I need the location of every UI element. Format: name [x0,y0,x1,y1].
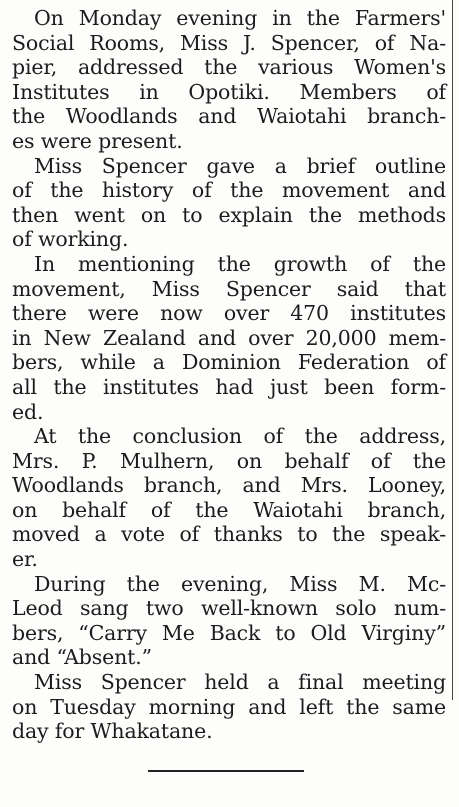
text-line: Woodlands branch, and Mrs. Looney, [12,473,446,498]
text-line: and “Absent.” [12,645,152,670]
paragraph-1 [0,6,452,154]
paragraph-4 [0,424,452,572]
text-line: of working. [12,227,129,252]
text-line: then went on to explain the methods [12,202,446,227]
text-line: es were present. [12,128,183,153]
paragraph-2 [0,154,452,252]
text-line: on behalf of the Waiotahi branch, [12,497,446,522]
text-line: er. [12,547,38,572]
text-line: in New Zealand and over 20,000 mem- [12,325,446,350]
text-line: day for Whakatane. [12,719,213,744]
text-line: moved a vote of thanks to the speak- [12,522,446,547]
text-line: In mentioning the growth of the [34,251,446,276]
text-line: on Tuesday morning and left the same [12,694,446,719]
paragraph-5 [0,572,452,670]
paragraph-6 [0,670,452,744]
text-line: During the evening, Miss M. Mc- [34,571,446,596]
text-line: Institutes in Opotiki. Members of [12,79,446,104]
text-line: the Woodlands and Waiotahi branch- [12,104,446,129]
text-line: ed. [12,399,44,424]
text-line: all the institutes had just been form- [12,374,446,399]
text-line: Miss Spencer held a final meeting [34,670,446,695]
text-line: bers, “Carry Me Back to Old Virginy” [12,620,446,645]
text-line: Mrs. P. Mulhern, on behalf of the [12,448,446,473]
text-line: of the history of the movement and [12,178,446,203]
text-line: there were now over 470 institutes [12,301,446,326]
text-line: Social Rooms, Miss J. Spencer, of Na- [12,30,446,55]
end-of-article-rule [148,770,304,772]
text-line: On Monday evening in the Farmers' [34,6,446,30]
text-line: Miss Spencer gave a brief outline [34,153,446,178]
text-line: At the conclusion of the address, [34,424,446,449]
text-line: Leod sang two well-known solo num- [12,596,446,621]
text-line: movement, Miss Spencer said that [12,276,446,301]
text-line: pier, addressed the various Women's [12,55,446,80]
text-line: bers, while a Dominion Federation of [12,350,446,375]
column-rule [452,0,453,700]
paragraph-3 [0,252,452,424]
article-body [0,6,452,744]
